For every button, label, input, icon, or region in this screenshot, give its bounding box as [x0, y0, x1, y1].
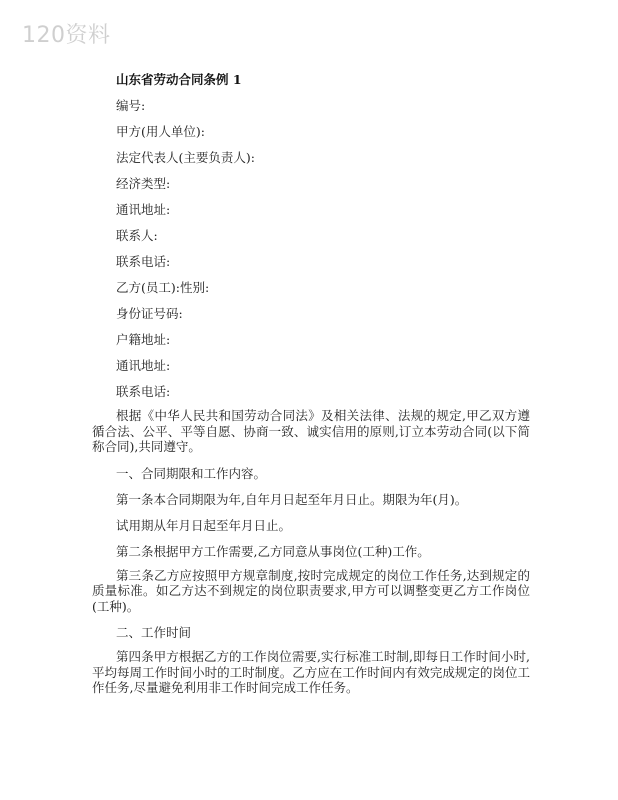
probation-clause: 试用期从年月日起至年月日止。 — [116, 517, 292, 533]
document-body — [92, 70, 530, 705]
section-heading-hours: 二、工作时间 — [116, 625, 192, 640]
article-1: 第一条本合同期限为年,自年月日起至年月日止。期限为年(月)。 — [116, 491, 468, 507]
intro-paragraph: 根据《中华人民共和国劳动合同法》及相关法律、法规的规定,甲乙双方遵循合法、公平、平等自愿、协商一致、诚实信用的原则,订立本劳动合同(以下简称合同),共同遵守。 — [92, 408, 530, 454]
field-household-address: 户籍地址: — [116, 332, 171, 347]
field-party-b-gender: 乙方(员工):性别: — [116, 280, 210, 295]
field-party-b-address: 通讯地址: — [116, 358, 171, 373]
field-legal-representative: 法定代表人(主要负责人): — [116, 150, 255, 165]
field-number: 编号: — [116, 98, 146, 113]
article-4: 第四条甲方根据乙方的工作岗位需要,实行标准工时制,即每日工作时间小时,平均每周工作时间小时的工时制度。乙方应在工作时间内有效完成规定的岗位工作任务,尽量避免利用非工作时间完成工作任务。 — [92, 649, 530, 695]
field-party-b-phone: 联系电话: — [116, 384, 171, 399]
field-party-a: 甲方(用人单位): — [116, 124, 205, 139]
field-party-a-address: 通讯地址: — [116, 202, 171, 217]
section-heading-term: 一、合同期限和工作内容。 — [116, 465, 267, 481]
field-party-a-phone: 联系电话: — [116, 254, 171, 269]
document-title: 山东省劳动合同条例 1 — [116, 72, 242, 87]
article-2: 第二条根据甲方工作需要,乙方同意从事岗位(工种)工作。 — [116, 543, 430, 559]
article-3: 第三条乙方应按照甲方规章制度,按时完成规定的岗位工作任务,达到规定的质量标准。如乙方达不到规定的岗位职责要求,甲方可以调整变更乙方工作岗位(工种)。 — [92, 567, 530, 614]
watermark-logo: 120资料 — [22, 23, 111, 48]
field-economic-type: 经济类型: — [116, 176, 171, 191]
field-id-number: 身份证号码: — [116, 306, 183, 321]
field-contact-person: 联系人: — [116, 228, 158, 243]
